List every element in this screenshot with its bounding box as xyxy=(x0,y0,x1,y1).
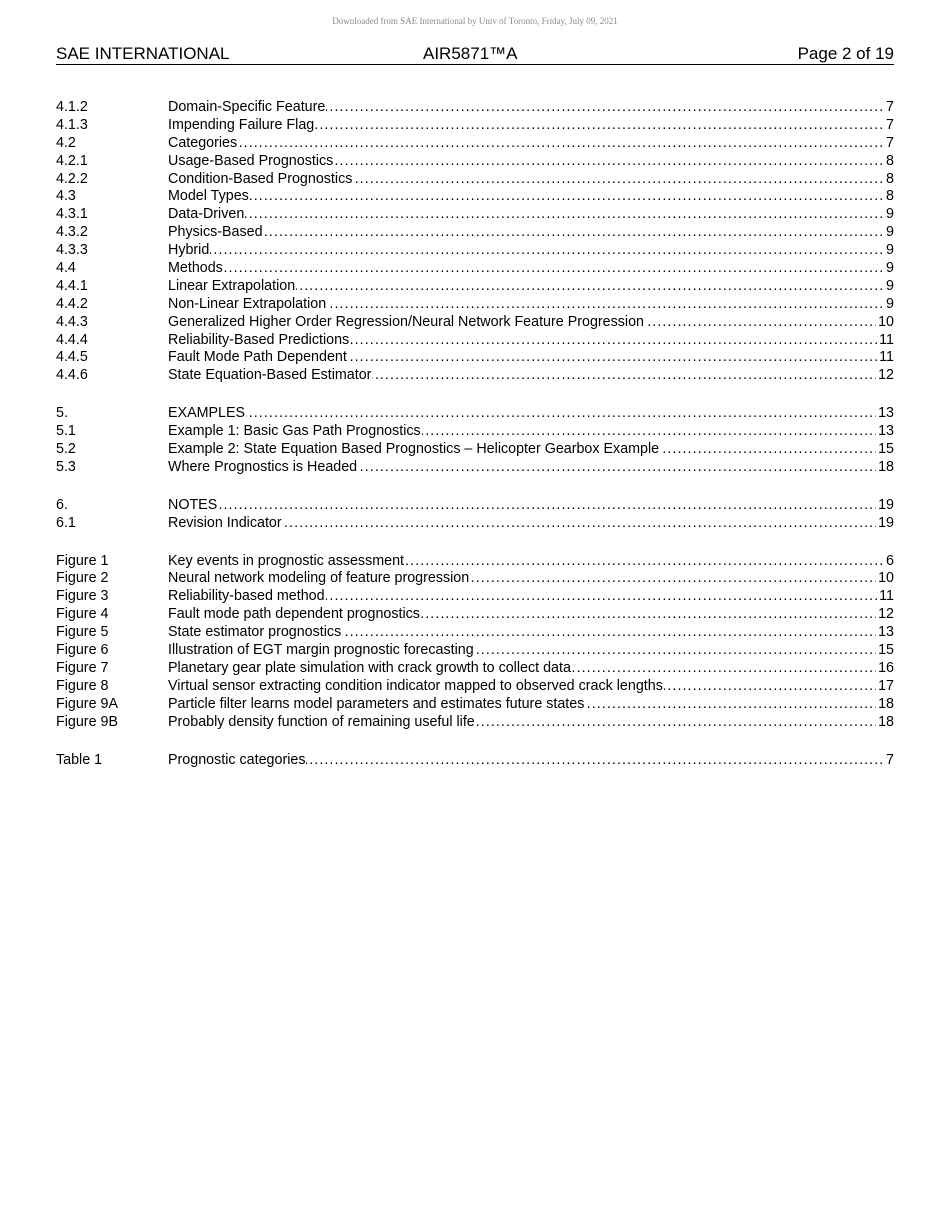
toc-entry-page: 9 xyxy=(886,295,894,312)
toc-entry-leader xyxy=(168,349,894,367)
toc-entry-page: 9 xyxy=(886,242,894,259)
toc-entry-page: 7 xyxy=(886,751,894,768)
toc-entry-number: Figure 3 xyxy=(56,588,109,605)
toc-entry-leader xyxy=(168,642,894,660)
toc-entry-page: 12 xyxy=(878,367,894,384)
toc-entry-leader xyxy=(168,188,894,206)
toc-entry-title: Probably density function of remaining useful life xyxy=(168,713,475,730)
toc-entry-number: 4.1.3 xyxy=(56,116,88,133)
toc-entry-number: 5. xyxy=(56,405,68,422)
toc-entry-leader xyxy=(168,224,894,242)
toc-entry-leader xyxy=(168,314,894,332)
toc-entry-leader xyxy=(168,206,894,224)
toc-entry-page: 19 xyxy=(878,496,894,513)
toc-entry-title: State Equation-Based Estimator xyxy=(168,367,372,384)
toc-entry-leader xyxy=(168,752,894,770)
toc-entry[interactable] xyxy=(56,570,894,588)
toc-entry-number: 4.3.3 xyxy=(56,242,88,259)
toc-entry-number: 4.2 xyxy=(56,134,76,151)
toc-entry-title: Generalized Higher Order Regression/Neural Network Feature Progression xyxy=(168,313,644,330)
toc-entry[interactable] xyxy=(56,278,894,296)
toc-entry[interactable] xyxy=(56,117,894,135)
toc-entry-leader xyxy=(168,260,894,278)
toc-entry-number: Table 1 xyxy=(56,751,103,768)
toc-entry-title: Non-Linear Extrapolation xyxy=(168,295,327,312)
toc-entry-leader xyxy=(168,367,894,385)
toc-entry-leader xyxy=(168,99,894,117)
toc-entry[interactable] xyxy=(56,260,894,278)
toc-entry-title: Categories xyxy=(168,134,238,151)
toc-entry-leader xyxy=(168,405,894,423)
toc-entry[interactable] xyxy=(56,296,894,314)
toc-entry-page: 11 xyxy=(879,331,894,348)
toc-entry[interactable] xyxy=(56,459,894,477)
toc-entry-leader xyxy=(168,588,894,606)
toc-entry-title: Impending Failure Flag xyxy=(168,116,315,133)
toc-entry-leader xyxy=(168,296,894,314)
toc-entry-page: 8 xyxy=(886,188,894,205)
toc-entry-leader xyxy=(168,171,894,189)
toc-entry-leader xyxy=(168,153,894,171)
toc-entry-title: Fault Mode Path Dependent xyxy=(168,349,347,366)
toc-entry-title: Methods xyxy=(168,260,223,277)
toc-entry-title: Planetary gear plate simulation with crack growth to collect data xyxy=(168,659,571,676)
toc-entry-page: 10 xyxy=(878,313,894,330)
toc-entry-page: 11 xyxy=(879,588,894,605)
toc-entry-number: Figure 8 xyxy=(56,677,109,694)
toc-entry-number: 4.4.6 xyxy=(56,367,88,384)
toc-entry-number: 4.4.3 xyxy=(56,313,88,330)
toc-entry-title: Condition-Based Prognostics xyxy=(168,170,353,187)
toc-entry[interactable] xyxy=(56,99,894,117)
toc-entry-page: 9 xyxy=(886,206,894,223)
toc-entry[interactable] xyxy=(56,135,894,153)
toc-entry-page: 6 xyxy=(886,552,894,569)
toc-entry-number: Figure 4 xyxy=(56,606,109,623)
toc-entry-leader xyxy=(168,278,894,296)
toc-entry-page: 16 xyxy=(878,659,894,676)
toc-entry-leader xyxy=(168,606,894,624)
toc-section-group xyxy=(56,752,894,770)
toc-entry-leader xyxy=(168,515,894,533)
toc-entry-page: 19 xyxy=(878,514,894,531)
toc-entry-page: 11 xyxy=(879,349,894,366)
toc-entry-leader xyxy=(168,714,894,732)
toc-entry-number: Figure 9A xyxy=(56,695,118,712)
toc-entry-number: 6. xyxy=(56,496,68,513)
toc-entry[interactable] xyxy=(56,224,894,242)
toc-section-group xyxy=(56,497,894,533)
toc-entry[interactable] xyxy=(56,423,894,441)
toc-entry-title: Reliability-Based Predictions xyxy=(168,331,350,348)
toc-entry-number: 4.3.1 xyxy=(56,206,88,223)
toc-entry-title: Fault mode path dependent prognostics xyxy=(168,606,420,623)
toc-entry-page: 9 xyxy=(886,260,894,277)
toc-entry-leader xyxy=(168,441,894,459)
toc-entry-leader xyxy=(168,135,894,153)
table-of-contents xyxy=(56,99,894,789)
toc-entry-title: Example 2: State Equation Based Prognostics – Helicopter Gearbox Example xyxy=(168,441,660,458)
toc-entry-title: Revision Indicator xyxy=(168,514,282,531)
toc-section-group xyxy=(56,405,894,477)
toc-entry[interactable] xyxy=(56,171,894,189)
toc-entry[interactable] xyxy=(56,367,894,385)
toc-entry[interactable] xyxy=(56,332,894,350)
toc-entry-title: Illustration of EGT margin prognostic forecasting xyxy=(168,642,474,659)
toc-entry-page: 9 xyxy=(886,277,894,294)
toc-entry-title: Neural network modeling of feature progression xyxy=(168,570,470,587)
toc-entry-number: 4.1.2 xyxy=(56,99,88,115)
toc-entry-page: 9 xyxy=(886,224,894,241)
toc-entry-number: 4.2.1 xyxy=(56,152,88,169)
toc-entry-title: Linear Extrapolation xyxy=(168,277,296,294)
toc-entry[interactable] xyxy=(56,242,894,260)
toc-entry[interactable] xyxy=(56,441,894,459)
toc-entry-number: 4.4.2 xyxy=(56,295,88,312)
toc-entry-number: Figure 2 xyxy=(56,570,109,587)
toc-section-group xyxy=(56,553,894,732)
toc-entry-page: 13 xyxy=(878,405,894,422)
toc-entry-number: 4.3 xyxy=(56,188,76,205)
toc-entry-title: Physics-Based xyxy=(168,224,263,241)
toc-entry-number: 4.4.5 xyxy=(56,349,88,366)
toc-entry-leader xyxy=(168,624,894,642)
toc-entry-number: 4.4.1 xyxy=(56,277,88,294)
toc-entry[interactable] xyxy=(56,206,894,224)
toc-entry-page: 10 xyxy=(878,570,894,587)
toc-entry-number: Figure 1 xyxy=(56,552,109,569)
toc-entry-title: State estimator prognostics xyxy=(168,624,342,641)
toc-entry[interactable] xyxy=(56,153,894,171)
toc-entry-title: Key events in prognostic assessment xyxy=(168,552,405,569)
toc-entry[interactable] xyxy=(56,696,894,714)
toc-entry[interactable] xyxy=(56,314,894,332)
download-watermark: Downloaded from SAE International by Univ of Toronto, Friday, July 09, 2021 xyxy=(332,16,618,26)
toc-entry-page: 17 xyxy=(878,677,894,694)
toc-entry-page: 7 xyxy=(886,134,894,151)
toc-entry-title: Example 1: Basic Gas Path Prognostics xyxy=(168,423,421,440)
toc-entry[interactable] xyxy=(56,515,894,533)
toc-entry-number: Figure 7 xyxy=(56,659,109,676)
toc-entry-leader xyxy=(168,459,894,477)
toc-entry-title: NOTES xyxy=(168,496,218,513)
toc-entry-number: 5.1 xyxy=(56,423,76,440)
toc-entry-leader xyxy=(168,332,894,350)
publisher-name: SAE INTERNATIONAL xyxy=(56,44,230,63)
toc-entry-title: EXAMPLES xyxy=(168,405,246,422)
toc-entry-number: 5.2 xyxy=(56,441,76,458)
toc-entry-leader xyxy=(168,242,894,260)
toc-entry[interactable] xyxy=(56,752,894,770)
toc-entry-page: 15 xyxy=(878,441,894,458)
toc-entry-number: 4.3.2 xyxy=(56,224,88,241)
toc-entry-title: Hybrid xyxy=(168,242,210,259)
toc-entry[interactable] xyxy=(56,349,894,367)
toc-entry-number: 5.3 xyxy=(56,458,76,475)
toc-entry-number: Figure 5 xyxy=(56,624,109,641)
toc-entry-leader xyxy=(168,117,894,135)
document-number: AIR5871™A xyxy=(423,44,518,63)
toc-entry-title: Virtual sensor extracting condition indicator mapped to observed crack lengths xyxy=(168,677,663,694)
toc-entry[interactable] xyxy=(56,588,894,606)
toc-entry-page: 8 xyxy=(886,170,894,187)
toc-entry-leader xyxy=(168,423,894,441)
toc-entry-leader xyxy=(168,678,894,696)
toc-entry[interactable] xyxy=(56,606,894,624)
toc-entry-page: 7 xyxy=(886,116,894,133)
toc-entry-leader xyxy=(168,553,894,571)
toc-entry-number: 4.4 xyxy=(56,260,76,277)
toc-entry[interactable] xyxy=(56,405,894,423)
toc-entry-title: Domain-Specific Feature xyxy=(168,99,326,115)
toc-entry-leader xyxy=(168,570,894,588)
toc-entry[interactable] xyxy=(56,497,894,515)
toc-entry-title: Data-Driven xyxy=(168,206,245,223)
toc-entry-page: 15 xyxy=(878,642,894,659)
toc-entry-page: 13 xyxy=(878,624,894,641)
toc-entry[interactable] xyxy=(56,642,894,660)
toc-entry-page: 13 xyxy=(878,423,894,440)
page-number: Page 2 of 19 xyxy=(797,44,894,63)
toc-entry-title: Reliability-based method xyxy=(168,588,325,605)
toc-entry-number: 4.2.2 xyxy=(56,170,88,187)
toc-entry-title: Prognostic categories xyxy=(168,751,306,768)
toc-entry-page: 7 xyxy=(886,99,894,115)
toc-entry-number: Figure 9B xyxy=(56,713,118,730)
toc-entry-page: 18 xyxy=(878,713,894,730)
toc-entry-page: 8 xyxy=(886,152,894,169)
toc-entry-page: 18 xyxy=(878,695,894,712)
toc-entry[interactable] xyxy=(56,188,894,206)
toc-entry-leader xyxy=(168,696,894,714)
toc-entry[interactable] xyxy=(56,624,894,642)
toc-section-group xyxy=(56,99,894,385)
toc-entry-number: 6.1 xyxy=(56,514,76,531)
toc-entry-page: 12 xyxy=(878,606,894,623)
toc-entry-title: Usage-Based Prognostics xyxy=(168,152,334,169)
toc-entry-number: 4.4.4 xyxy=(56,331,88,348)
toc-entry-leader xyxy=(168,497,894,515)
toc-entry[interactable] xyxy=(56,678,894,696)
toc-entry-number: Figure 6 xyxy=(56,642,109,659)
toc-entry-page: 18 xyxy=(878,458,894,475)
toc-entry-leader xyxy=(168,660,894,678)
page-header xyxy=(56,44,894,65)
toc-entry[interactable] xyxy=(56,660,894,678)
toc-entry[interactable] xyxy=(56,553,894,571)
toc-entry[interactable] xyxy=(56,714,894,732)
toc-entry-title: Particle filter learns model parameters and estimates future states xyxy=(168,695,585,712)
toc-entry-title: Model Types xyxy=(168,188,249,205)
toc-entry-title: Where Prognostics is Headed xyxy=(168,458,358,475)
